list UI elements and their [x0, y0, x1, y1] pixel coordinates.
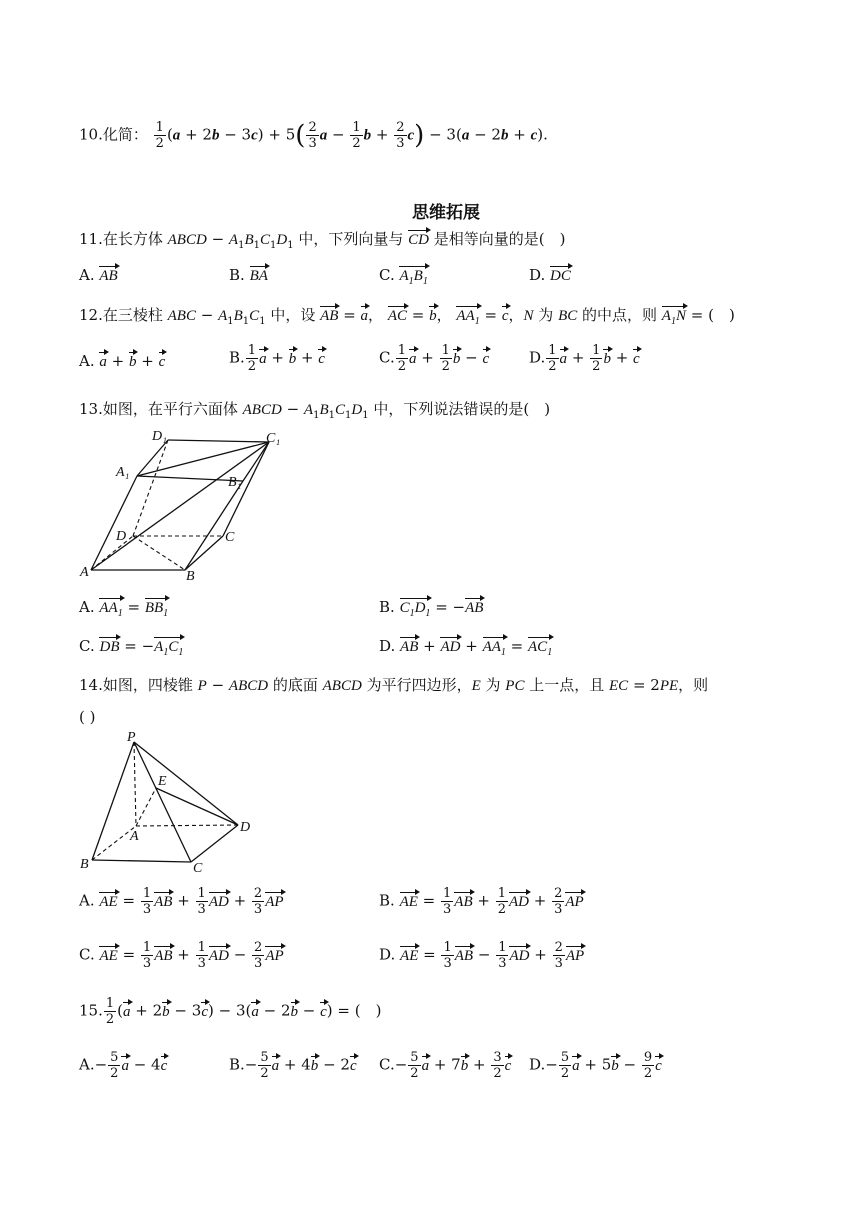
label-a1: A₁ [116, 465, 130, 480]
q12-option-b[interactable]: B. $\frac{1}{2}$ a + b + c [229, 343, 325, 374]
q14-option-a[interactable]: A. AE = $\frac{1}{3}$ AB + $\frac{1}{3}$ AD + $\frac{2}{3}$ AP [79, 886, 284, 917]
q10-number: 10. [79, 125, 103, 144]
q14-stem-end: ( ) [79, 708, 96, 726]
parallelepiped-figure [78, 428, 288, 586]
q13-option-a[interactable]: A. $AA_1 = BB_1$ [79, 598, 169, 619]
question-15-stem: 15. $\frac{1}{2}$ (a + 2b − 3c) − 3(a − 2b − c) = ( ) [79, 996, 382, 1027]
label-b: B [80, 857, 89, 872]
label-b: B [186, 569, 195, 584]
label-e: E [158, 774, 167, 789]
label-c: C [193, 861, 203, 876]
q13-option-b[interactable]: B. $C_1D_1 = -AB$ [379, 598, 484, 619]
q15-option-d[interactable]: D.− $\frac{5}{2}$ a + 5b − $\frac{9}{2}$ c [529, 1050, 662, 1081]
label-d1: D₁ [152, 429, 167, 444]
q11-option-a[interactable]: A. AB [79, 266, 118, 284]
question-11-stem: 11.在长方体 ABCD − $A_1B_1C_1D_1$ 中，下列向量与 CD 是相等向量的是( ) [79, 230, 566, 251]
q10-prefix: 化简： [102, 125, 148, 144]
question-13-stem: 13.如图，在平行六面体 ABCD − $A_1B_1C_1D_1$ 中，下列说法错误的是( ) [79, 400, 551, 421]
q11-option-b[interactable]: B. BA [229, 266, 268, 284]
pyramid-figure [78, 730, 263, 878]
q11-option-c[interactable]: C. $A_1B_1$ [379, 266, 428, 287]
q14-option-d[interactable]: D. AE = $\frac{1}{3}$ AB − $\frac{1}{3}$ AD + $\frac{2}{3}$ AP [379, 940, 585, 971]
question-14-stem: 14.如图，四棱锥 P − ABCD 的底面 ABCD 为平行四边形，E 为 PC 上一点，且 EC = 2PE，则 [79, 676, 709, 694]
q13-option-c[interactable]: C. DB = $-A_1C_1$ [79, 637, 184, 658]
q12-option-d[interactable]: D. $\frac{1}{2}$ a + $\frac{1}{2}$ b + c [529, 343, 640, 374]
label-c1: C₁ [266, 431, 281, 446]
label-c: C [225, 530, 235, 545]
label-d: D [116, 529, 127, 544]
q15-option-a[interactable]: A.− $\frac{5}{2}$ a − 4c [79, 1050, 168, 1081]
q14-option-b[interactable]: B. AE = $\frac{1}{3}$ AB + $\frac{1}{2}$ AD + $\frac{2}{3}$ AP [379, 886, 584, 917]
q15-option-b[interactable]: B.− $\frac{5}{2}$ a + 4b − 2c [229, 1050, 357, 1081]
question-10: 10.化简： $\frac{1}{2}$ (a + 2b − 3c) + 5( $\frac{2}{3}$ a − $\frac{1}{2}$ b + $\frac{2}{3}$ c) − 3(a − 2b + c). [79, 120, 548, 151]
q11-option-d[interactable]: D. DC [529, 266, 571, 284]
section-title: 思维拓展 [412, 203, 480, 223]
q12-option-a[interactable]: A. a + b + c [79, 352, 166, 370]
label-d: D [240, 820, 251, 835]
q14-option-c[interactable]: C. AE = $\frac{1}{3}$ AB + $\frac{1}{3}$ AD − $\frac{2}{3}$ AP [79, 940, 284, 971]
q15-option-c[interactable]: C.− $\frac{5}{2}$ a + 7b + $\frac{3}{2}$ c [379, 1050, 512, 1081]
label-a: A [80, 565, 89, 580]
question-12-stem: 12.在三棱柱 ABC − $A_1B_1C_1$ 中，设 AB = a， AC = b， $AA_1 = c$，N 为 BC 的中点，则 $A_1N$ = ( ) [79, 306, 735, 327]
q12-option-c[interactable]: C. $\frac{1}{2}$ a + $\frac{1}{2}$ b − c [379, 343, 490, 374]
label-p: P [127, 730, 136, 745]
label-a: A [130, 829, 139, 844]
label-b1: B₁ [228, 475, 242, 490]
q13-option-d[interactable]: D. AB + AD + $AA_1 = AC_1$ [379, 637, 553, 658]
